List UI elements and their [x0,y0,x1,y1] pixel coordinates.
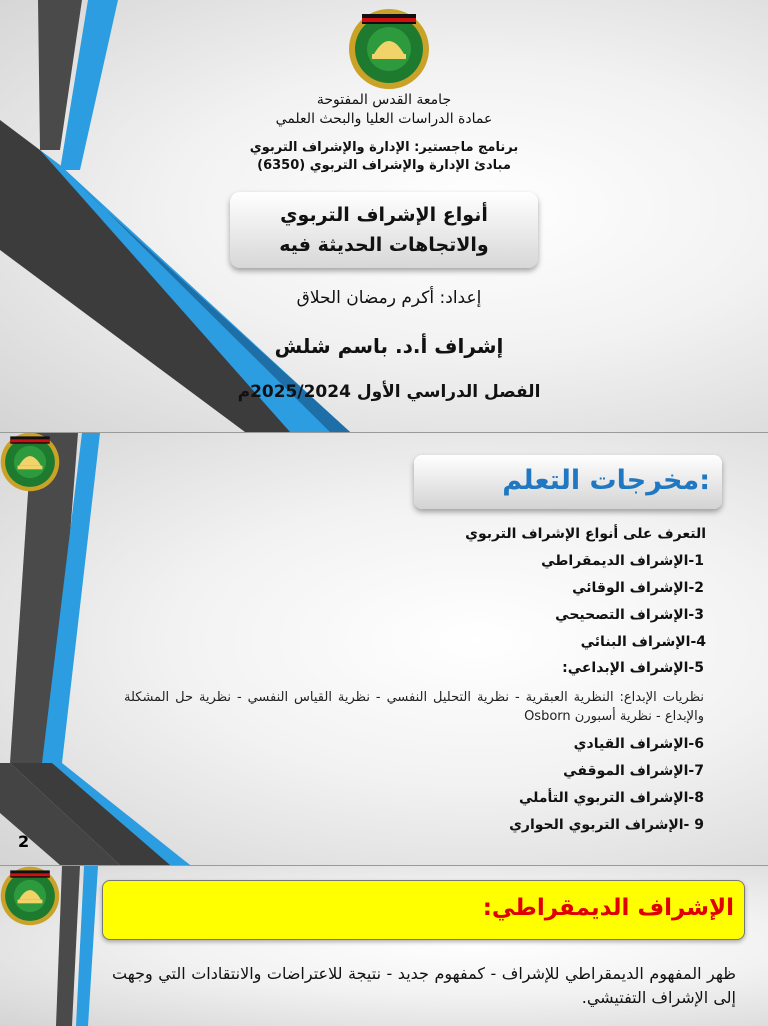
presentation-title [230,192,538,268]
university-name: جامعة القدس المفتوحة [316,92,452,108]
title-line-2: والاتجاهات الحديثة فيه [279,234,489,256]
democratic-supervision-heading [102,880,745,940]
university-logo-small [0,432,60,496]
learning-outcomes-heading [414,455,722,509]
body-paragraph: ظهر المفهوم الديمقراطي للإشراف - كمفهوم جديد - نتيجة للاعتراضات والانتقادات التي وجهت إلى الإشراف التفتيشي. [112,964,736,1007]
list-item: 2-الإشراف الوقائي [572,580,704,596]
course-name: مبادئ الإدارة والإشراف التربوي (6350) [257,158,511,173]
deanship-name: عمادة الدراسات العليا والبحث العلمي [275,111,493,127]
list-item: 7-الإشراف الموقفي [563,763,704,779]
title-line-1: أنواع الإشراف التربوي [280,204,488,226]
university-logo-small [0,866,60,930]
slide-title [0,0,768,432]
list-item: 8-الإشراف التربوي التأملي [519,790,704,806]
list-item: 4-الإشراف البنائي [580,634,706,650]
heading-text: الإشراف الديمقراطي: [482,895,734,921]
supervisor: إشراف أ.د. باسم شلش [274,334,504,358]
outcomes-intro: التعرف على أنواع الإشراف التربوي [465,526,706,542]
heading-text: :مخرجات التعلم [502,465,710,496]
prepared-by: إعداد: أكرم رمضان الحلاق [296,288,482,308]
list-item: 1-الإشراف الديمقراطي [541,553,704,569]
semester: الفصل الدراسي الأول 2025/2024م [237,382,541,402]
list-item: 3-الإشراف التصحيحي [555,607,704,623]
list-item: 9 -الإشراف التربوي الحواري [509,817,704,833]
program-name: برنامج ماجستير: الإدارة والإشراف التربوي [249,140,519,155]
list-item: 5-الإشراف الإبداعي: [562,660,704,676]
university-logo [348,8,430,94]
page-number: 2 [18,832,30,851]
creativity-theories: نظريات الإبداع: النظرية العبقرية - نظرية التحليل النفسي - نظرية القياس النفسي - نظرية حل المشكلة والإبداع - نظرية أسبورن Osborn [124,690,704,724]
list-item: 6-الإشراف القيادي [573,736,704,752]
